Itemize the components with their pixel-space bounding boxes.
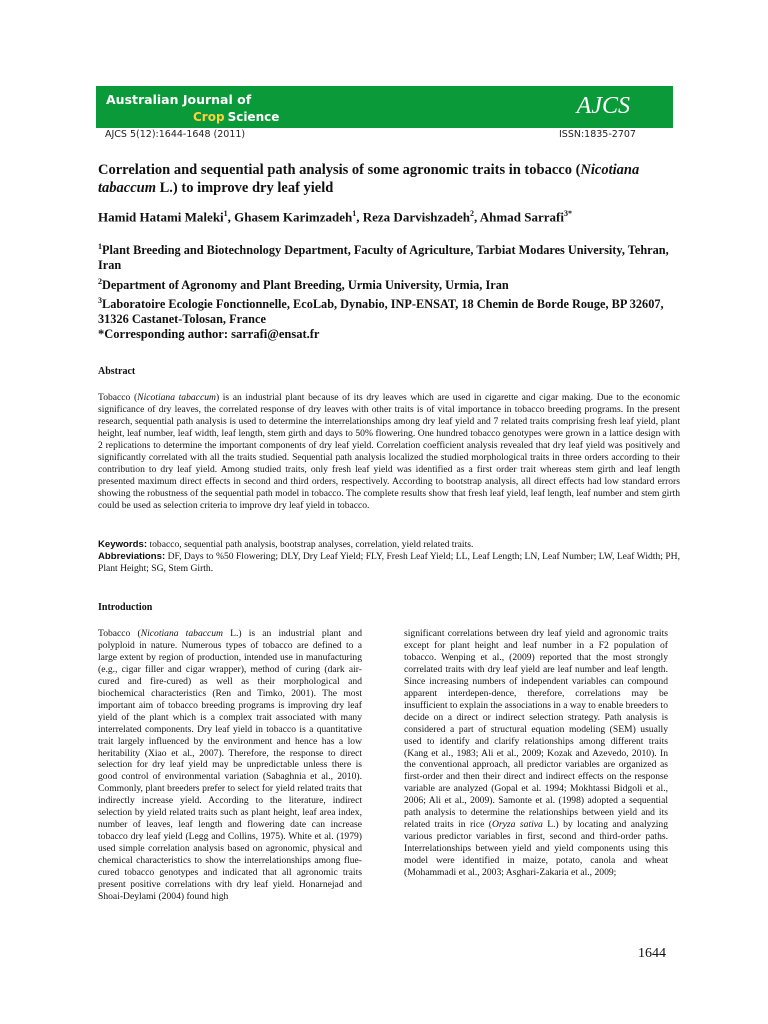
abstract-text [98, 392, 680, 512]
intro-column-right [404, 628, 668, 879]
author-sup: 1 [352, 209, 357, 218]
affiliation-sup: 1 [98, 242, 102, 251]
keywords-label: Keywords: [98, 539, 148, 550]
keywords-block [98, 539, 680, 575]
affiliation-text: Plant Breeding and Biotechnology Department, Faculty of Agriculture, Tarbiat Modares University, Tehran, Iran [98, 243, 669, 273]
intro-col2-pre: significant correlations between dry leaf yield and agronomic traits except for plant height and leaf number in a F2 population of tobacco. Wenping et al., (2009) reported that the most strongly correlated traits with dry leaf yield are leaf number and leaf length. Since increasing numbers of independent variables can compound apparent interdepen-dence, therefore, correlations may be insufficient to explain the associations in a way to enable breeders to decide on a direct or indirect selection strategy. Path analysis is considered a part of structural equation modeling (SEM) usually used to identify and clarify relationships among different traits (Kang et al., 1983; Ali et al., 2009; Kozak and Azevedo, 2010). In the conventional approach, all predictor variables are organized as first-order and then their direct and indirect effects on the response variable are analyzed (Gopal et al. 1994; Mokhtassi Bidgoli et al., 2006; Ali et al., 2009). Samonte et al. (1998) adopted a sequential path analysis to determine the relationships between yield and its related traits in rice ( [404, 628, 668, 831]
author-sup: 1 [223, 209, 228, 218]
citation: AJCS 5(12):1644-1648 (2011) [105, 129, 246, 140]
title-species: Nicotiana tabaccum [98, 162, 640, 196]
author-sep: , [227, 209, 235, 225]
author-name: Ahmad Sarrafi [479, 209, 564, 225]
author-sup: 2 [470, 209, 474, 218]
author-sep: , [474, 209, 480, 225]
title-post: L.) to improve dry leaf yield [156, 180, 334, 196]
journal-name-crop: Crop [193, 110, 225, 124]
affiliation [98, 293, 678, 328]
introduction-heading: Introduction [98, 602, 153, 613]
journal-banner [96, 86, 673, 128]
affiliation [98, 274, 678, 293]
affiliations [98, 239, 678, 327]
journal-name-line1: Australian Journal of [106, 92, 252, 107]
abstract-pre: Tobacco ( [98, 392, 138, 403]
intro-col1-pre: Tobacco ( [98, 628, 141, 639]
intro-column-left [98, 628, 362, 903]
intro-col1-body: L.) is an industrial plant and polyploid in nature. Numerous types of tobacco are defined to a large extent by region of production, intended use in manufacturing (e.g., cigar filler and cigar wrapper), method of curing (dark air-cured and fire-cured) as well as their morphological and biochemical characteristics (Ren and Timko, 2001). The most important aim of tobacco breeding programs is improving dry leaf yield of the plant which is a complex trait associated with many interrelated components. Dry leaf yield in tobacco is a quantitative trait largely influenced by the environment and hence has a low heritability (Xiao et al., 2007). Therefore, the response to direct selection for dry leaf yield may be unpredictable unless there is good control of environmental variation (Sabaghnia et al., 2010). Commonly, plant breeders prefer to select for yield related traits that indirectly increase yield. According to the literature, indirect selection by yield related traits such as plant height, leaf area index, number of leaves, leaf length and flowering date can increase tobacco dry leaf yield (Legg and Collins, 1975). White et al. (1979) used simple correlation analysis based on agronomic, physical and chemical characteristics to show the interrelationships among flue-cured tobacco genotypes and indicated that all agronomic traits present positive correlations with dry leaf yield. Honarnejad and Shoai-Deylami (2004) found high [98, 628, 362, 902]
author-name: Reza Darvishzadeh [362, 209, 470, 225]
affiliation [98, 239, 678, 274]
affiliation-sup: 3 [98, 295, 102, 305]
page-number: 1644 [638, 946, 666, 961]
author-sep: , [356, 209, 363, 225]
corresponding-author: *Corresponding author: sarrafi@ensat.fr [98, 327, 320, 341]
keywords-text: tobacco, sequential path analysis, bootstrap analyses, correlation, yield related traits. [147, 539, 474, 550]
abstract-body: ) is an industrial plant because of its dry leaves which are used in cigarette and cigar making. Due to the economic significance of dry leaves, the correlated response of dry leaves with other traits is of vital importance in tobacco breeding programs. In the present research, sequential path analysis is used to determine the interrelationships among dry leaf yield and 7 related traits comprising fresh leaf yield, plant height, leaf number, leaf width, leaf length, stem girth and days to 50% flowering. One hundred tobacco genotypes were grown in a lattice design with 2 replications to determine the important components of dry leaf yield. Correlation coefficient analysis revealed that dry leaf yield was positively and significantly correlated with all the traits studied. Sequential path analysis localized the studied morphological traits in three orders according to their contribution to dry leaf yield. Among studied traits, only fresh leaf yield was identified as a first order trait whereas stem girth and leaf length presented maximum direct effects in second and third orders, respectively. According to bootstrap analysis, all direct effects had low standard errors showing the robustness of the sequential path model in tobacco. The complete results show that fresh leaf yield, leaf length, leaf number and stem girth could be used as selection criteria to improve dry leaf yield in tobacco. [98, 392, 680, 511]
abbreviations-text: DF, Days to %50 Flowering; DLY, Dry Leaf Yield; FLY, Fresh Leaf Yield; LL, Leaf Length; LN, Leaf Number; LW, Leaf Width; PH, Plant Height; SG, Stem Girth. [98, 551, 680, 574]
journal-name-science: Science [227, 110, 280, 124]
title-pre: Correlation and sequential path analysis of some agronomic traits in tobacco ( [98, 162, 581, 178]
keywords [98, 539, 680, 551]
abbreviations [98, 551, 680, 575]
abstract-species: Nicotiana tabaccum [137, 392, 216, 403]
abbreviations-label: Abbreviations: [98, 551, 166, 562]
author-name: Hamid Hatami Maleki [98, 209, 224, 225]
author-name: Ghasem Karimzadeh [234, 209, 353, 225]
affiliation-sup: 2 [98, 276, 102, 286]
journal-abbrev-logo: AJCS [576, 93, 630, 119]
abstract-heading: Abstract [98, 366, 136, 377]
intro-col1-species: Nicotiana tabaccum [140, 628, 223, 639]
journal-name-line2 [193, 110, 279, 124]
affiliation-text: Laboratoire Ecologie Fonctionnelle, EcoLab, Dynabio, INP-ENSAT, 18 Chemin de Borde Rouge, BP 32607, 31326 Castanet-Tolosan, France [98, 296, 664, 327]
paper-title [98, 161, 678, 197]
author-sup: 3* [563, 209, 572, 218]
author-list [98, 209, 572, 225]
intro-col2-body: L.) by locating and analyzing various predictor variables in first, second and third-order paths. Interrelationships between yield and yield components using this model were identified in maize, potato, canola and wheat (Mohammadi et al., 2003; Asghari-Zakaria et al., 2009; [404, 819, 668, 879]
issn: ISSN:1835-2707 [559, 129, 636, 140]
intro-col2-species: Oryza sativa [492, 819, 543, 831]
affiliation-text: Department of Agronomy and Plant Breeding, Urmia University, Urmia, Iran [102, 277, 509, 292]
